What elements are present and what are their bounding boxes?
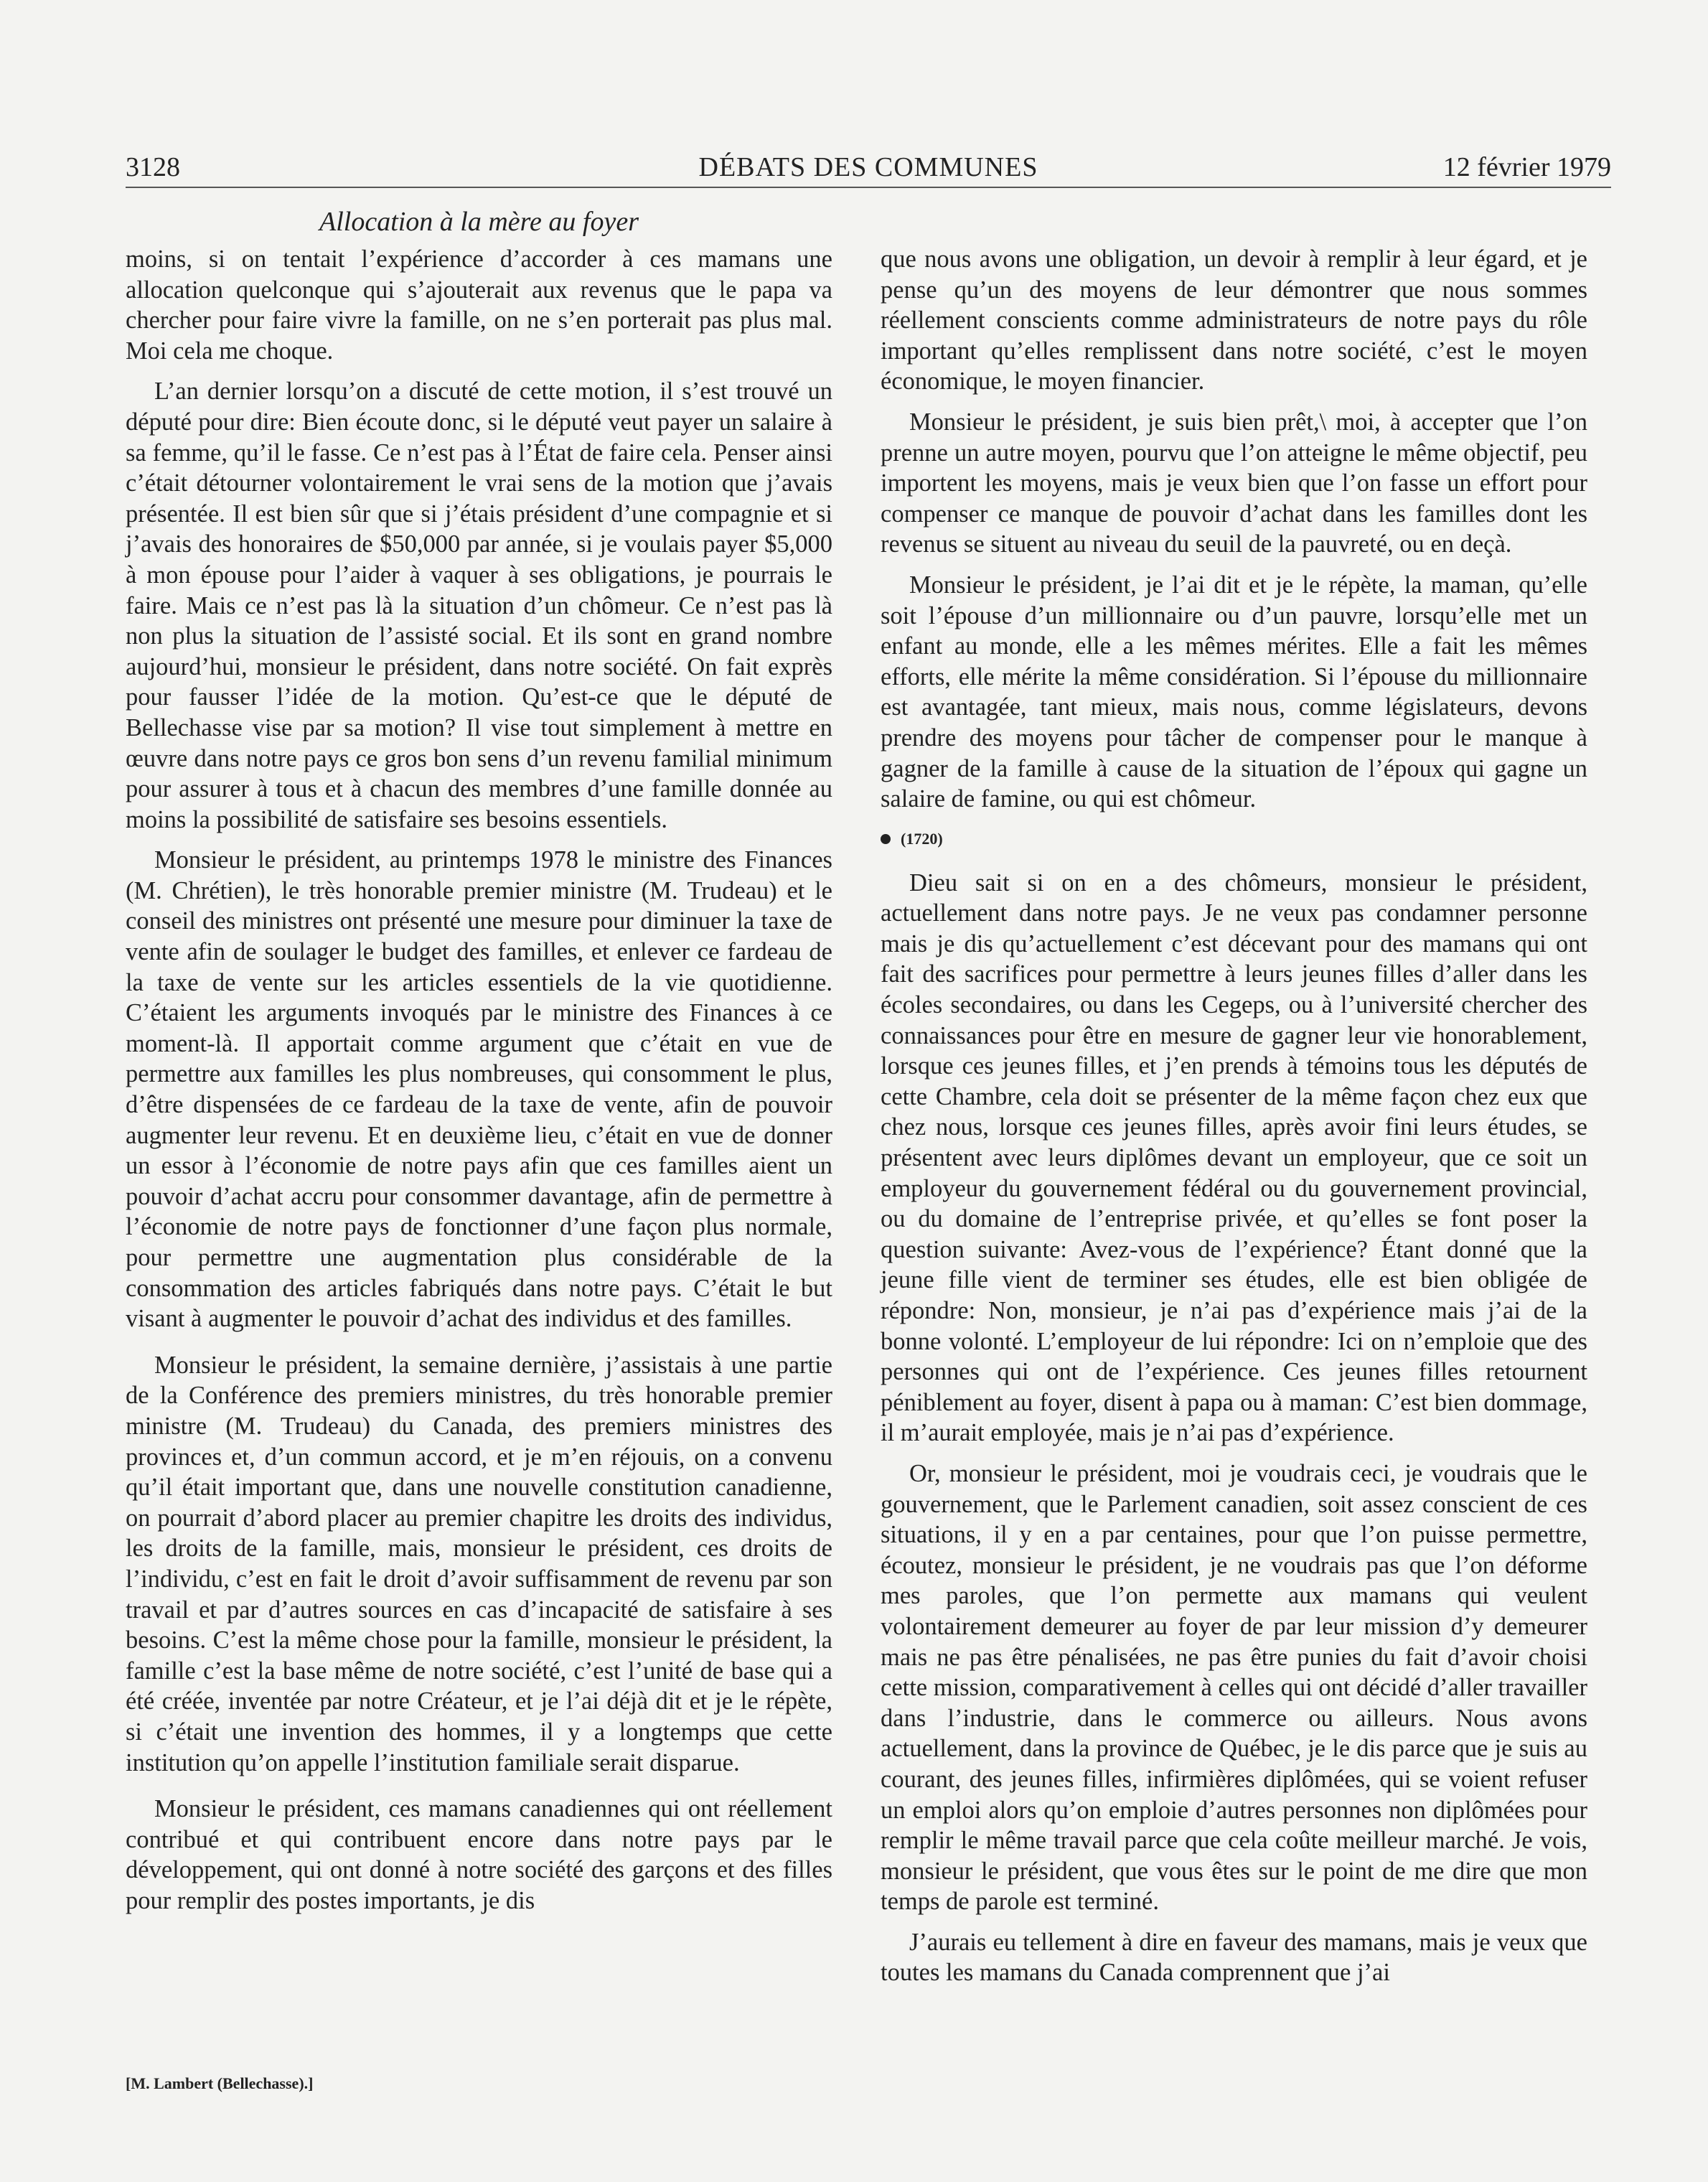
page-number: 3128: [126, 152, 180, 182]
paragraph: J’aurais eu tellement à dire en faveur des mamans, mais je veux que toutes les mamans du Canada comprennent que j’ai: [881, 1928, 1587, 1987]
paragraph: que nous avons une obligation, un devoir à remplir à leur égard, et je pense qu’un des moyens de leur démontrer que nous sommes réellement conscients comme administrateurs de notre pays du rôle important qu’elles remplissent dans notre société, c’est le moyen économique, le moyen financier.: [881, 245, 1587, 395]
paragraph: Monsieur le président, je suis bien prêt,\ moi, à accepter que l’on prenne un autre moyen, pourvu que l’on atteigne le même objectif, peu importent les moyens, mais je veux bien que l’on fasse un effort pour compenser ce manque de pouvoir d’achat dans les familles dont les revenus se situent au niveau du seuil de la pauvreté, ou en deçà.: [881, 408, 1587, 558]
paragraph: Monsieur le président, la semaine dernière, j’assistais à une partie de la Conférence des premiers ministres, du très honorable premier ministre (M. Trudeau) du Canada, des premiers ministres des provinces et, d’un commun accord, et je m’en réjouis, on a convenu qu’il était important que, dans une nouvelle constitution canadienne, on pourrait d’abord placer au premier chapitre les droits des individus, les droits de la famille, mais, monsieur le président, ces droits de l’individu, c’est en fait le droit d’avoir suffisamment de revenu par son travail et par d’autres sources en cas d’incapacité de satisfaire à ses besoins. C’est la même chose pour la famille, monsieur le président, la famille c’est la base même de notre société, c’est l’unité de base qui a été créée, inventée par notre Créateur, et je l’ai déjà dit et je le répète, si c’était une invention des hommes, il y a longtemps que cette institution qu’on appelle l’institution familiale serait disparue.: [126, 1351, 832, 1776]
publication-title: DÉBATS DES COMMUNES: [698, 152, 1038, 182]
header-rule: [126, 187, 1611, 188]
bullet-icon: [881, 834, 891, 844]
paragraph: Or, monsieur le président, moi je voudrais ceci, je voudrais que le gouvernement, que le Parlement canadien, soit assez conscient de ces situations, il y en a par centaines, pour que l’on puisse permettre, écoutez, monsieur le président, je ne voudrais pas que l’on déforme mes paroles, que l’on permette aux mamans qui veulent volontairement demeurer au foyer de par leur mission d’y demeurer mais ne pas être pénalisées, ne pas être punies du fait d’avoir choisi cette mission, comparativement à celles qui ont décidé d’aller travailler dans l’industrie, dans le commerce ou ailleurs. Nous avons actuellement, dans la province de Québec, je le dis parce que je suis au courant, des jeunes filles, infirmières diplômées, qui se voient refuser un emploi alors qu’on emploie d’autres personnes non diplômées pour remplir le même travail parce que cela coûte meilleur marché. Je vois, monsieur le président, que vous êtes sur le point de me dire que mon temps de parole est terminé.: [881, 1459, 1587, 1916]
paragraph: Dieu sait si on en a des chômeurs, monsieur le président, actuellement dans notre pays. Je ne veux pas condamner personne mais je dis qu’actuellement c’est décevant pour des mamans qui ont fait des sacrifices pour permettre à leurs jeunes filles d’aller dans les écoles secondaires, ou dans les Cegeps, ou à l’université chercher des connaissances pour être en mesure de gagner leur vie honorablement, lorsque ces jeunes filles, et j’en prends à témoins tous les députés de cette Chambre, cela doit se présenter de la même façon chez eux que chez nous, lorsque ces jeunes filles, après avoir fini leurs études, se présentent avec leurs diplômes devant un employeur, que ce soit un employeur du gouvernement fédéral ou du gouvernement provincial, ou du domaine de l’entreprise privée, et qu’elles se font poser la question suivante: Avez-vous de l’expérience? Étant donné que la jeune fille vient de terminer ses études, elle est bien obligée de répondre: Non, monsieur, je n’ai pas d’expérience mais j’ai de la bonne volonté. L’employeur de lui répondre: Ici on n’emploie que des personnes qui ont de l’expérience. Ces jeunes filles retournent péniblement au foyer, disent à papa ou à maman: C’est bien dommage, il m’aurait employée, mais je n’ai pas d’expérience.: [881, 868, 1587, 1447]
paragraph: Monsieur le président, au printemps 1978 le ministre des Finances (M. Chrétien), le très honorable premier ministre (M. Trudeau) et le conseil des ministres ont présenté une mesure pour diminuer la taxe de vente afin de soulager le budget des familles, et enlever ce fardeau de la taxe de vente sur les articles essentiels de la vie quotidienne. C’étaient les arguments invoqués par le ministre des Finances à ce moment-là. Il apportait comme argument que c’était en vue de permettre aux familles les plus nombreuses, qui consomment le plus, d’être dispensées de ce fardeau de la taxe de vente, afin de pouvoir augmenter leur revenu. Et en deuxième lieu, c’était en vue de donner un essor à l’économie de notre pays afin que ces familles aient un pouvoir d’achat accru pour consommer davantage, afin de permettre à l’économie de notre pays de fonctionner d’une façon plus normale, pour permettre une augmentation plus considérable de la consommation des articles fabriqués dans notre pays. C’était le but visant à augmenter le pouvoir d’achat des individus et des familles.: [126, 846, 832, 1333]
left-column: [126, 244, 832, 1926]
subject-heading: Allocation à la mère au foyer: [319, 207, 639, 237]
timestamp: (1720): [901, 829, 943, 848]
paragraph: moins, si on tentait l’expérience d’accorder à ces mamans une allocation quelconque qui s’ajouterait aux revenus que le papa va chercher pour faire vivre la famille, on ne s’en porterait pas plus mal. Moi cela me choque.: [126, 245, 832, 365]
page-header: [126, 149, 1611, 185]
speaker-attribution: [M. Lambert (Bellechasse).]: [126, 2074, 314, 2092]
time-marker: [881, 825, 1587, 853]
right-column: [881, 244, 1587, 1998]
publication-date: 12 février 1979: [1442, 152, 1611, 182]
paragraph: Monsieur le président, je l’ai dit et je le répète, la maman, qu’elle soit l’épouse d’un millionnaire ou d’un pauvre, lorsqu’elle met un enfant au monde, elle a les mêmes mérites. Elle a fait les mêmes efforts, elle mérite la même considération. Si l’épouse du millionnaire est avantagée, tant mieux, mais nous, comme législateurs, devons prendre des moyens pour tâcher de compenser pour le manque à gagner de la famille à cause de la situation de l’époux qui gagne un salaire de famine, ou qui est chômeur.: [881, 571, 1587, 813]
paragraph: L’an dernier lorsqu’on a discuté de cette motion, il s’est trouvé un député pour dire: Bien écoute donc, si le député veut payer un salaire à sa femme, qu’il le fasse. Ce n’est pas à l’État de faire cela. Penser ainsi c’était détourner volontairement le vrai sens de la motion que j’avais présentée. Il est bien sûr que si j’étais président d’une compagnie et si j’avais des honoraires de $50,000 par année, si je voulais payer $5,000 à mon épouse pour l’aider à vaquer à ses obligations, je pourrais le faire. Mais ce n’est pas là la situation d’un chômeur. Ce n’est pas là non plus la situation de l’assisté social. Et ils sont en grand nombre aujourd’hui, monsieur le président, dans notre société. On fait exprès pour fausser l’idée de la motion. Qu’est-ce que le député de Bellechasse vise par sa motion? Il vise tout simplement à mettre en œuvre dans notre pays ce gros bon sens d’un revenu familial minimum pour assurer à tous et à chacun des membres d’une famille donnée au moins la possibilité de satisfaire ses besoins essentiels.: [126, 378, 832, 833]
paragraph: Monsieur le président, ces mamans canadiennes qui ont réellement contribué et qui contribuent encore dans notre pays par le développement, qui ont donné à notre société des garçons et des filles pour remplir des postes importants, je dis: [126, 1795, 832, 1914]
